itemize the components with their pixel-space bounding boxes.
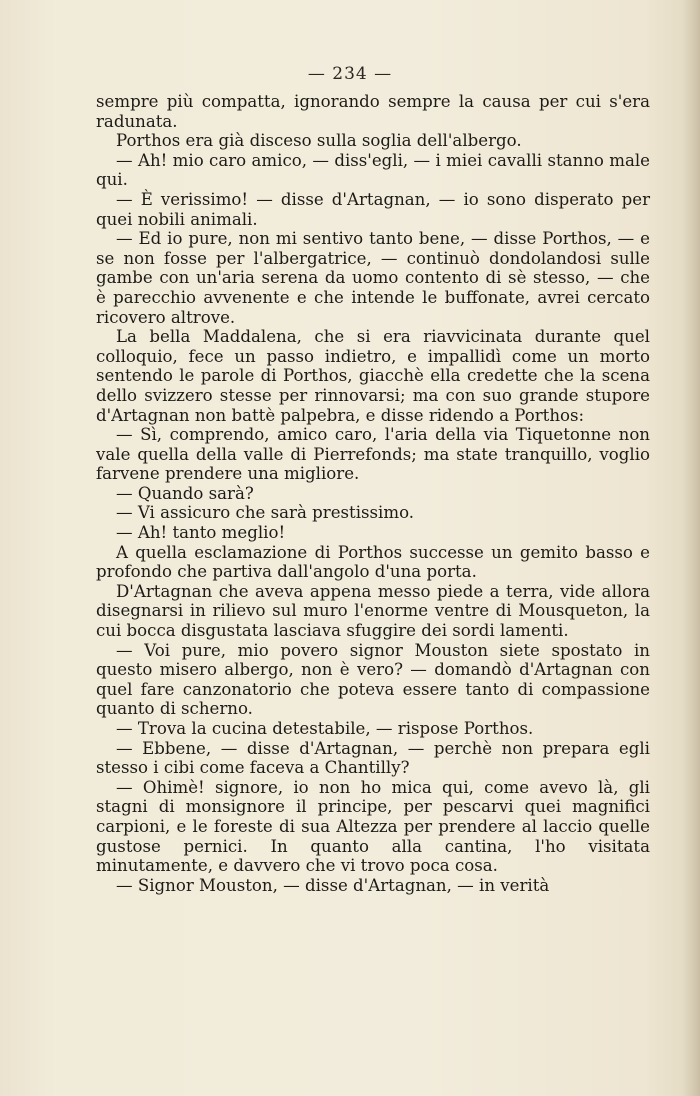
- paragraph: — Voi pure, mio povero signor Mouston siete spostato in questo misero albergo, non è vero? — domandò d'Artagnan con quel fare canzonatorio che poteva essere tanto di compassione quanto di scherno.: [96, 640, 650, 719]
- paragraph: — Ah! tanto meglio!: [116, 523, 286, 543]
- body-text: [96, 92, 650, 895]
- paragraph: Porthos era già disceso sulla soglia dell'albergo.: [116, 131, 522, 151]
- paragraph: — È verissimo! — disse d'Artagnan, — io sono disperato per quei nobili animali.: [96, 189, 650, 229]
- page-number: — 234 —: [307, 64, 393, 84]
- paragraph: A quella esclamazione di Porthos successe un gemito basso e profondo che partiva dall'angolo d'una porta.: [96, 542, 650, 582]
- paragraph: — Quando sarà?: [116, 483, 254, 503]
- page-edge-shadow: [682, 0, 700, 1096]
- paragraph: — Signor Mouston, — disse d'Artagnan, — in verità: [116, 875, 550, 895]
- paragraph: — Ebbene, — disse d'Artagnan, — perchè non prepara egli stesso i cibi come faceva a Chantilly?: [96, 738, 650, 778]
- paragraph: sempre più compatta, ignorando sempre la causa per cui s'era radunata.: [96, 92, 650, 131]
- paragraph: — Vi assicuro che sarà prestissimo.: [116, 503, 415, 523]
- paragraph: — Ohimè! signore, io non ho mica qui, come avevo là, gli stagni di monsignore il principe, per pescarvi quei magnifici carpioni, e le foreste di sua Altezza per prendere al laccio quelle gustose pernici. In quanto alla cantina, l'ho visitata minutamente, e davvero che vi trovo poca cosa.: [96, 777, 650, 876]
- paragraph: — Ed io pure, non mi sentivo tanto bene, — disse Porthos, — e se non fosse per l'albergatrice, — continuò dondolandosi sulle gambe con un'aria serena da uomo contento di sè stesso, — che è parecchio avvenente e che intende le buffonate, avrei cercato ricovero altrove.: [96, 229, 650, 327]
- paragraph: La bella Maddalena, che si era riavvicinata durante quel colloquio, fece un passo indietro, e impallidì come un morto sentendo le parole di Porthos, giacchè ella credette che la scena dello svizzero stesse per rinnovarsi; ma con suo grande stupore d'Artagnan non battè palpebra, e disse ridendo a Porthos:: [96, 327, 650, 425]
- paragraph: — Trova la cucina detestabile, — rispose Porthos.: [116, 719, 534, 738]
- paragraph: — Sì, comprendo, amico caro, l'aria della via Tiquetonne non vale quella della valle di Pierrefonds; ma state tranquillo, voglio farvene prendere una migliore.: [96, 425, 650, 484]
- paragraph: — Ah! mio caro amico, — diss'egli, — i miei cavalli stanno male qui.: [96, 150, 650, 190]
- paragraph: D'Artagnan che aveva appena messo piede a terra, vide allora disegnarsi in rilievo sul muro l'enorme ventre di Mousqueton, la cui bocca disgustata lasciava sfuggire dei sordi lamenti.: [96, 581, 650, 641]
